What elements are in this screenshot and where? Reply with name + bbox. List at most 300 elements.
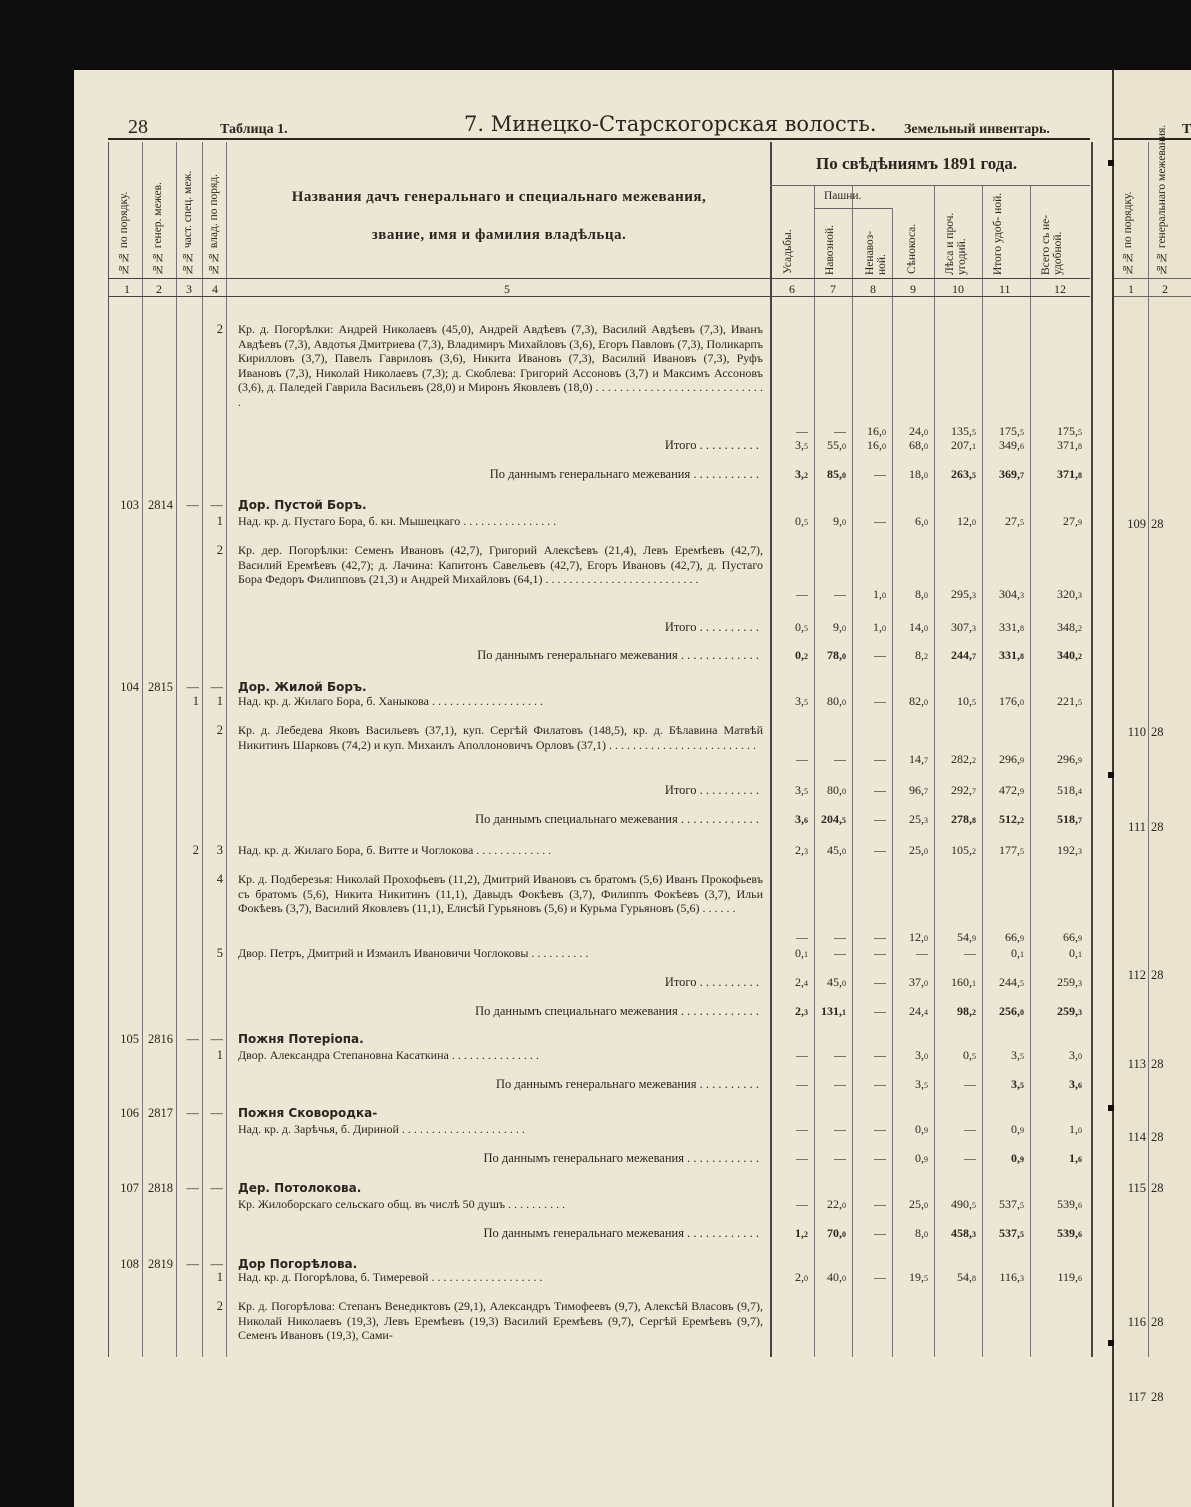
row-text: По даннымъ специальнаго межевания . . . . . . . . . . . . . xyxy=(475,1004,759,1018)
row-text: Итого . . . . . . . . . . xyxy=(664,620,759,634)
index-c2: 28 xyxy=(1151,1315,1164,1329)
row-text: Дер. Потолокова. xyxy=(238,1181,362,1195)
decimal: 0 xyxy=(924,518,928,527)
decimal: 9 xyxy=(1020,756,1024,766)
row-value: — xyxy=(796,424,808,439)
decimal: 5 xyxy=(924,1081,928,1090)
table-row xyxy=(74,1257,1112,1271)
row-value: 6,0 xyxy=(915,514,928,528)
table-row xyxy=(74,872,1112,945)
decimal: 0 xyxy=(842,698,846,707)
row-value: — xyxy=(874,975,886,989)
header-rule xyxy=(108,278,1090,279)
table-row xyxy=(74,975,1112,989)
row-value: 371,8 xyxy=(1057,438,1082,452)
table-row xyxy=(74,1048,1112,1062)
index-c4: 1 xyxy=(216,1048,223,1062)
table-row xyxy=(74,467,1112,481)
index-c4: 2 xyxy=(216,322,223,336)
index-c4: 2 xyxy=(216,1299,223,1313)
row-value: 518,4 xyxy=(1057,783,1082,797)
row-value: 82,0 xyxy=(909,694,928,708)
row-value: 18,0 xyxy=(909,467,928,481)
row-value: 45,0 xyxy=(827,975,846,989)
index-c3: 1 xyxy=(192,694,199,708)
decimal: 0 xyxy=(924,428,928,438)
row-value: 25,3 xyxy=(909,812,928,826)
decimal: 3 xyxy=(972,590,976,600)
decimal: 3 xyxy=(924,816,928,825)
col-number: 10 xyxy=(952,282,964,296)
decimal: 0 xyxy=(842,847,846,856)
row-value: — xyxy=(874,930,886,945)
table-row xyxy=(74,694,1112,708)
row-value: 119,6 xyxy=(1057,1270,1082,1284)
row-value: — xyxy=(796,1077,808,1091)
row-value: 256,0 xyxy=(999,1004,1024,1018)
row-value: 3,6 xyxy=(1069,1077,1082,1091)
decimal: 8 xyxy=(972,1274,976,1283)
row-value: 259,3 xyxy=(1057,1004,1082,1018)
table-row xyxy=(74,1270,1112,1284)
row-value: 2,0 xyxy=(795,1270,808,1284)
row-value: 331,8 xyxy=(999,620,1024,634)
index-c1: 105 xyxy=(120,1032,139,1046)
row-value: 3,5 xyxy=(1011,1048,1024,1062)
row-value: 19,5 xyxy=(909,1270,928,1284)
row-value: — xyxy=(874,783,886,797)
decimal: 5 xyxy=(972,1201,976,1210)
row-value: 2,3 xyxy=(795,1004,808,1018)
col-number: 6 xyxy=(789,282,795,296)
row-value: 3,0 xyxy=(1069,1048,1082,1062)
row-value: 54,9 xyxy=(957,930,976,945)
col-number: 9 xyxy=(910,282,916,296)
decimal: 3 xyxy=(1020,1274,1024,1283)
index-c1: 112 xyxy=(1127,968,1146,982)
row-text: Кр. дер. Погорѣлки: Семенъ Ивановъ (42,7), Григорий Алексѣевъ (21,4), Левъ Еремѣевъ (42,7), Василий Еремѣевъ (42,7); д. Лачина: Капитонъ Савельевъ (42,7), Егоръ Ивановъ (42,7), д. Пустаго Бора Федоръ Филипповъ (21,3) и Андрей Михайловъ (64,1) . . . . . . . . . . . . . . . . . . . . . . . . . . xyxy=(238,543,763,587)
decimal: 0 xyxy=(924,698,928,707)
row-text: Дор Погорѣлова. xyxy=(238,1257,358,1271)
row-value: 8,2 xyxy=(915,648,928,662)
decimal: 3 xyxy=(1020,590,1024,600)
decimal: 3 xyxy=(804,1008,808,1017)
decimal: 5 xyxy=(1020,979,1024,988)
decimal: 5 xyxy=(1020,428,1024,438)
index-c1: 116 xyxy=(1127,1315,1146,1329)
row-value: 1,6 xyxy=(1069,1151,1082,1165)
row-value: — xyxy=(834,1077,846,1091)
row-value: 45,0 xyxy=(827,843,846,857)
table-row xyxy=(1114,820,1191,834)
index-c1: 117 xyxy=(1127,1390,1146,1404)
decimal: 0 xyxy=(1078,1126,1082,1135)
table-row xyxy=(1114,1057,1191,1071)
index-c2: 28 xyxy=(1151,1181,1164,1195)
row-value: 278,8 xyxy=(951,812,976,826)
row-value: 263,5 xyxy=(951,467,976,481)
decimal: 9 xyxy=(1020,1126,1024,1135)
row-value: — xyxy=(796,930,808,945)
index-c3: — xyxy=(186,1257,199,1271)
row-value: 14,0 xyxy=(909,620,928,634)
table-row xyxy=(74,498,1112,512)
decimal: 9 xyxy=(1078,518,1082,527)
row-text: Дор. Жилой Боръ. xyxy=(238,680,367,694)
row-value: 3,5 xyxy=(795,694,808,708)
row-value: 539,6 xyxy=(1057,1197,1082,1211)
decimal: 0 xyxy=(924,1201,928,1210)
table-row xyxy=(74,783,1112,797)
row-value: 371,8 xyxy=(1057,467,1082,481)
decimal: 1 xyxy=(972,442,976,451)
col-divider xyxy=(770,142,772,1357)
row-value: — xyxy=(796,1122,808,1136)
decimal: 0 xyxy=(842,442,846,451)
table-row xyxy=(1114,1181,1191,1195)
row-value: — xyxy=(796,1048,808,1062)
row-value: 472,9 xyxy=(999,783,1024,797)
decimal: 0 xyxy=(972,518,976,527)
index-c3: 2 xyxy=(192,843,199,857)
index-c1: 109 xyxy=(1127,517,1146,531)
binding-mark xyxy=(1108,772,1114,778)
header-rule xyxy=(1114,278,1191,279)
row-value: — xyxy=(874,694,886,708)
index-c3: — xyxy=(186,1181,199,1195)
decimal: 8 xyxy=(1020,624,1024,633)
next-page-title-fragment: Т xyxy=(1182,122,1191,137)
index-c1: 108 xyxy=(120,1257,139,1271)
col-divider xyxy=(176,142,177,1357)
row-text: Над. кр. д. Зарѣчья, б. Дириной . . . . . . . . . . . . . . . . . . . . . xyxy=(238,1122,525,1136)
decimal: 8 xyxy=(972,816,976,825)
row-value: 204,5 xyxy=(821,812,846,826)
decimal: 0 xyxy=(924,979,928,988)
decimal: 0 xyxy=(1020,1008,1024,1017)
row-value: 70,0 xyxy=(827,1226,846,1240)
row-text: Над. кр. д. Жилаго Бора, б. Ханыкова . . . . . . . . . . . . . . . . . . . xyxy=(238,694,543,708)
row-value: — xyxy=(874,467,886,481)
decimal: 4 xyxy=(924,1008,928,1017)
decimal: 7 xyxy=(1078,816,1082,825)
row-value: 12,0 xyxy=(957,514,976,528)
table-row xyxy=(74,1181,1112,1195)
row-value: — xyxy=(874,752,886,767)
col-header-8: Ненавоз- ной. xyxy=(864,230,888,275)
row-value: 3,2 xyxy=(795,467,808,481)
right-page-edge xyxy=(1112,70,1191,1507)
row-value: — xyxy=(834,752,846,767)
binding-mark xyxy=(1108,1340,1114,1346)
table-row xyxy=(1114,517,1191,531)
col-header-3: №№ част. спец. меж. xyxy=(182,170,194,275)
decimal: 8 xyxy=(1078,471,1082,480)
row-text: Пожня Сковородка- xyxy=(238,1106,378,1120)
row-value: 331,8 xyxy=(999,648,1024,662)
row-value: 2,3 xyxy=(795,843,808,857)
row-value: 37,0 xyxy=(909,975,928,989)
decimal: 5 xyxy=(1020,518,1024,527)
row-value: — xyxy=(874,648,886,662)
row-value: 3,5 xyxy=(915,1077,928,1091)
decimal: 1 xyxy=(1078,950,1082,959)
decimal: 5 xyxy=(972,1052,976,1061)
decimal: 8 xyxy=(1020,652,1024,661)
index-c1: 103 xyxy=(120,498,139,512)
decimal: 0 xyxy=(924,1052,928,1061)
col-number: 11 xyxy=(999,282,1011,296)
index-c1: 111 xyxy=(1128,820,1146,834)
decimal: 5 xyxy=(1020,1230,1024,1239)
decimal: 0 xyxy=(924,471,928,480)
row-value: — xyxy=(796,586,808,601)
row-value: 0,5 xyxy=(795,620,808,634)
decimal: 5 xyxy=(972,428,976,438)
index-c4: — xyxy=(210,1257,223,1271)
row-value: — xyxy=(834,1122,846,1136)
row-text: Дор. Пустой Боръ. xyxy=(238,498,367,512)
table-row xyxy=(74,1077,1112,1091)
decimal: 9 xyxy=(1078,756,1082,766)
index-c1: 110 xyxy=(1127,725,1146,739)
row-value: 135,5 xyxy=(951,424,976,439)
index-c2: 2819 xyxy=(148,1257,173,1271)
row-value: 22,0 xyxy=(827,1197,846,1211)
decimal: 0 xyxy=(842,471,846,480)
index-c1: 106 xyxy=(120,1106,139,1120)
row-value: 0,1 xyxy=(1011,946,1024,960)
decimal: 0 xyxy=(842,652,846,661)
decimal: 3 xyxy=(804,847,808,856)
decimal: 5 xyxy=(1020,847,1024,856)
row-text: Над. кр. д. Пустаго Бора, б. кн. Мышецкаго . . . . . . . . . . . . . . . . xyxy=(238,514,557,528)
index-c1: 115 xyxy=(1127,1181,1146,1195)
decimal: 7 xyxy=(924,787,928,796)
decimal: 5 xyxy=(1020,1201,1024,1210)
row-value: 207,1 xyxy=(951,438,976,452)
table-row xyxy=(74,843,1112,857)
group-header: По свѣдѣниямъ 1891 года. xyxy=(816,154,1018,173)
index-c2: 2818 xyxy=(148,1181,173,1195)
row-text: Над. кр. д. Погорѣлова, б. Тимеревой . . . . . . . . . . . . . . . . . . . xyxy=(238,1270,543,1284)
row-value: 320,3 xyxy=(1057,586,1082,601)
index-c4: — xyxy=(210,1032,223,1046)
row-value: 131,1 xyxy=(821,1004,846,1018)
index-c4: 1 xyxy=(216,1270,223,1284)
row-value: 1,0 xyxy=(1069,1122,1082,1136)
col-header-2: №№ генеральнаго межевания. xyxy=(1156,124,1168,275)
table-row xyxy=(74,1151,1112,1165)
col-header-10: Лѣса и проч. угодий. xyxy=(944,212,968,275)
index-c4: 3 xyxy=(216,843,223,857)
decimal: 3 xyxy=(972,1230,976,1239)
decimal: 9 xyxy=(924,1126,928,1135)
index-c4: — xyxy=(210,1106,223,1120)
row-value: 304,3 xyxy=(999,586,1024,601)
decimal: 0 xyxy=(842,624,846,633)
decimal: 2 xyxy=(1020,816,1024,825)
pashni-header: Пашни. xyxy=(824,190,862,202)
table-row xyxy=(74,648,1112,662)
col-header-9: Сѣнокоса. xyxy=(906,223,918,274)
decimal: 2 xyxy=(1078,652,1082,661)
row-value: 0,1 xyxy=(1069,946,1082,960)
decimal: 0 xyxy=(924,590,928,600)
row-value: 24,4 xyxy=(909,1004,928,1018)
index-c4: — xyxy=(210,680,223,694)
index-c2: 28 xyxy=(1151,725,1164,739)
row-value: 458,3 xyxy=(951,1226,976,1240)
decimal: 2 xyxy=(804,1230,808,1239)
row-value: 8,0 xyxy=(915,1226,928,1240)
decimal: 0 xyxy=(924,1230,928,1239)
row-value: — xyxy=(796,1197,808,1211)
col-header-4: №№ влад. по поряд. xyxy=(208,173,220,275)
table-row xyxy=(74,1197,1112,1211)
section-label: Земельный инвентарь. xyxy=(904,122,1050,137)
index-c2: 2817 xyxy=(148,1106,173,1120)
index-c4: 4 xyxy=(216,872,223,886)
decimal: 1 xyxy=(1020,950,1024,959)
index-c4: — xyxy=(210,1181,223,1195)
row-value: 176,0 xyxy=(999,694,1024,708)
decimal: 2 xyxy=(924,652,928,661)
row-value: 512,2 xyxy=(999,812,1024,826)
col-header-5: Названия дачъ генеральнаго и специальнаго межевания, звание, имя и фамилия владѣльца. xyxy=(291,189,707,243)
row-value: 296,9 xyxy=(1057,752,1082,767)
index-c3: — xyxy=(186,1106,199,1120)
binding-mark xyxy=(1108,1105,1114,1111)
col-header-7: Навозной. xyxy=(824,225,836,275)
row-value: 3,5 xyxy=(795,438,808,452)
index-c1: 107 xyxy=(120,1181,139,1195)
row-value: — xyxy=(874,946,886,960)
row-value: — xyxy=(874,843,886,857)
table-row xyxy=(74,1226,1112,1240)
row-value: 3,0 xyxy=(915,1048,928,1062)
index-c3: — xyxy=(186,680,199,694)
row-value: 27,5 xyxy=(1005,514,1024,528)
decimal: 1 xyxy=(842,1008,846,1017)
index-c2: 2814 xyxy=(148,498,173,512)
decimal: 6 xyxy=(1020,442,1024,451)
col-header-1: №№ по порядку. xyxy=(118,191,130,275)
decimal: 0 xyxy=(842,1274,846,1283)
decimal: 0 xyxy=(882,442,886,451)
row-value: 537,5 xyxy=(999,1226,1024,1240)
row-value: 12,0 xyxy=(909,930,928,945)
decimal: 6 xyxy=(1078,1201,1082,1210)
row-value: 282,2 xyxy=(951,752,976,767)
row-value: 10,5 xyxy=(957,694,976,708)
row-value: 1,0 xyxy=(873,620,886,634)
decimal: 0 xyxy=(882,590,886,600)
decimal: 5 xyxy=(972,698,976,707)
col-number: 12 xyxy=(1054,282,1066,296)
row-value: 295,3 xyxy=(951,586,976,601)
table-row xyxy=(74,1032,1112,1046)
row-text: Двор. Александра Степановна Касаткина . . . . . . . . . . . . . . . xyxy=(238,1048,539,1062)
row-text: По даннымъ генеральнаго межевания . . . . . . . . . . . . xyxy=(483,1226,759,1240)
decimal: 5 xyxy=(842,816,846,825)
table-label: Таблица 1. xyxy=(220,122,288,137)
index-c1: 114 xyxy=(1127,1130,1146,1144)
row-value: 8,0 xyxy=(915,586,928,601)
index-c4: — xyxy=(210,498,223,512)
page-title: 7. Минецко-Старскогорская волость. xyxy=(464,112,877,136)
table-row xyxy=(1114,1315,1191,1329)
row-value: — xyxy=(874,1151,886,1165)
decimal: 3 xyxy=(1078,1008,1082,1017)
decimal: 0 xyxy=(842,787,846,796)
pashni-rule xyxy=(814,208,892,209)
row-value: 54,8 xyxy=(957,1270,976,1284)
row-value: 259,3 xyxy=(1057,975,1082,989)
row-text: Пожня Потеріопа. xyxy=(238,1032,364,1046)
table-row xyxy=(1114,1130,1191,1144)
table-row xyxy=(1114,968,1191,982)
decimal: 4 xyxy=(1078,787,1082,796)
decimal: 0 xyxy=(1020,698,1024,707)
decimal: 5 xyxy=(804,787,808,796)
decimal: 5 xyxy=(1078,428,1082,438)
decimal: 5 xyxy=(1078,698,1082,707)
row-text: По даннымъ генеральнаго межевания . . . . . . . . . . xyxy=(495,1077,759,1091)
table-row xyxy=(74,812,1112,826)
decimal: 5 xyxy=(1020,1052,1024,1061)
row-text: По даннымъ генеральнаго межевания . . . . . . . . . . . . xyxy=(483,1151,759,1165)
col-header-1: №№ по порядку. xyxy=(1122,191,1134,275)
row-value: — xyxy=(834,930,846,945)
index-c2: 2816 xyxy=(148,1032,173,1046)
index-c1: 113 xyxy=(1127,1057,1146,1071)
row-value: — xyxy=(874,1197,886,1211)
row-value: 0,5 xyxy=(963,1048,976,1062)
decimal: 0 xyxy=(842,1230,846,1239)
row-value: 537,5 xyxy=(999,1197,1024,1211)
col-number: 4 xyxy=(212,282,218,296)
row-text: Итого . . . . . . . . . . xyxy=(664,438,759,452)
row-value: — xyxy=(964,1122,976,1136)
row-value: — xyxy=(964,1151,976,1165)
row-text: Над. кр. д. Жилаго Бора, б. Витте и Чоглокова . . . . . . . . . . . . . xyxy=(238,843,552,857)
row-value: — xyxy=(834,1151,846,1165)
group-rule xyxy=(770,185,1090,186)
row-value: — xyxy=(874,1004,886,1018)
row-text: По даннымъ генеральнаго межевания . . . . . . . . . . . . . xyxy=(477,648,759,662)
table-row xyxy=(74,322,1112,439)
row-value: 0,9 xyxy=(1011,1122,1024,1136)
row-value: 348,2 xyxy=(1057,620,1082,634)
col-header-11: Итого удоб- ной. xyxy=(992,192,1004,275)
row-value: 16,0 xyxy=(867,424,886,439)
row-value: 539,6 xyxy=(1057,1226,1082,1240)
index-c2: 28 xyxy=(1151,820,1164,834)
top-rule xyxy=(1114,138,1191,140)
row-text: По даннымъ специальнаго межевания . . . . . . . . . . . . . xyxy=(475,812,759,826)
table-row xyxy=(74,543,1112,601)
index-c2: 28 xyxy=(1151,1130,1164,1144)
row-value: — xyxy=(834,1048,846,1062)
row-value: — xyxy=(874,1048,886,1062)
col-number: 5 xyxy=(504,282,510,296)
binding-mark xyxy=(1108,160,1114,166)
row-value: 0,1 xyxy=(795,946,808,960)
table-row xyxy=(74,1004,1112,1018)
colnum-rule xyxy=(1114,296,1191,297)
table-row xyxy=(74,438,1112,452)
